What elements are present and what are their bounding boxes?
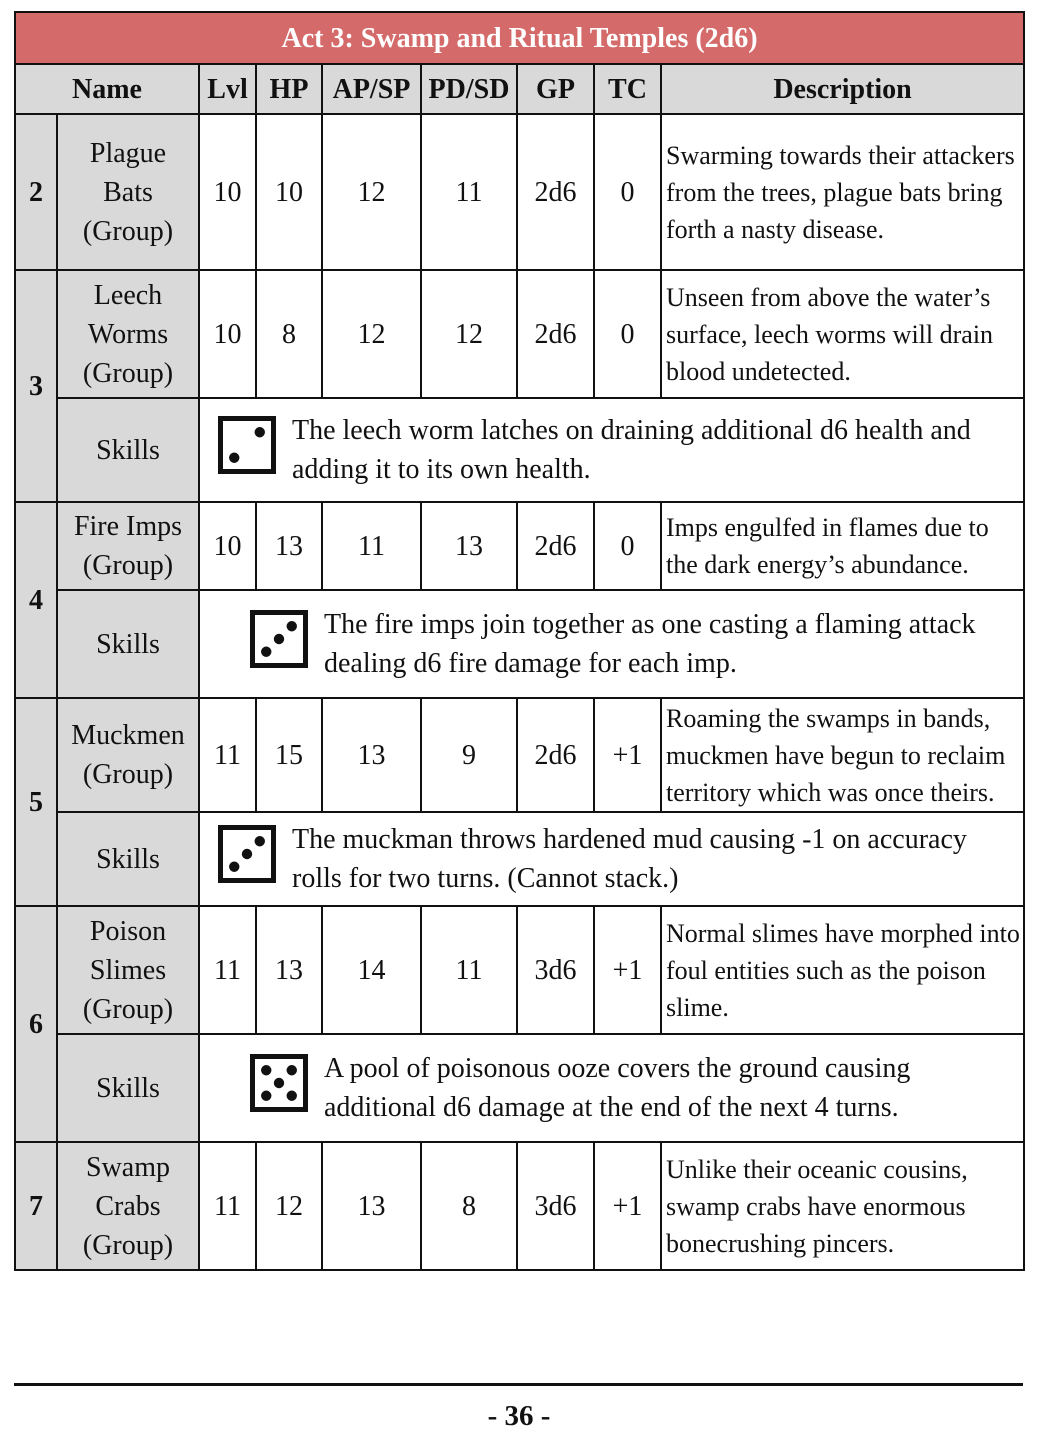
monster-row (15, 1142, 1024, 1270)
monster-description: Roaming the swamps in bands, muckmen have begun to reclaim territory which was once theirs. (661, 698, 1024, 812)
monster-row (15, 698, 1024, 812)
monster-name-line: Worms (87, 318, 169, 350)
stat-apsp: 13 (322, 698, 421, 812)
skills-label: Skills (57, 590, 199, 698)
monster-name-line: Fire Imps (73, 511, 183, 542)
monster-name-line: (Group) (82, 215, 174, 247)
monster-name (57, 502, 199, 590)
skill-text: A pool of poisonous ooze covers the ground causing additional d6 damage at the end of the next 4 turns. (324, 1053, 911, 1123)
monster-description: Unlike their oceanic cousins, swamp crabs have enormous bonecrushing pincers. (661, 1142, 1024, 1270)
stat-gp: 2d6 (517, 502, 594, 590)
die-face-5-icon (250, 1054, 308, 1123)
header-apsp: AP/SP (322, 64, 421, 114)
monster-description: Unseen from above the water’s surface, leech worms will drain blood undetected. (661, 270, 1024, 398)
monster-name-line: Plague (89, 137, 167, 169)
monster-name-line: Crabs (95, 1190, 161, 1222)
skill-row (15, 1034, 1024, 1142)
monster-name-line: (Group) (82, 550, 174, 581)
stat-pdsd: 13 (421, 502, 517, 590)
skills-label: Skills (57, 1034, 199, 1142)
monster-row (15, 270, 1024, 398)
monster-name (57, 114, 199, 270)
stat-lvl: 10 (199, 502, 256, 590)
die-face-2-icon (218, 416, 276, 485)
header-row (15, 64, 1024, 114)
skill-text: The muckman throws hardened mud causing -1 on accuracy rolls for two turns. (Cannot stack.) (292, 824, 967, 894)
monster-description: Swarming towards their attackers from the trees, plague bats bring forth a nasty disease. (661, 114, 1024, 270)
monster-name-line: (Group) (82, 993, 174, 1025)
monster-description: Imps engulfed in flames due to the dark energy’s abundance. (661, 502, 1024, 590)
stat-hp: 13 (256, 502, 322, 590)
skills-label: Skills (57, 812, 199, 906)
monster-name-line: Leech (93, 279, 163, 311)
footer-rule (14, 1383, 1023, 1386)
stat-pdsd: 8 (421, 1142, 517, 1270)
monster-name (57, 270, 199, 398)
stat-apsp: 14 (322, 906, 421, 1034)
stat-pdsd: 9 (421, 698, 517, 812)
stat-lvl: 11 (199, 698, 256, 812)
skill-row (15, 590, 1024, 698)
stat-gp: 3d6 (517, 906, 594, 1034)
skill-description-cell (199, 590, 1024, 698)
stat-lvl: 11 (199, 906, 256, 1034)
monster-name (57, 1142, 199, 1270)
skill-row (15, 812, 1024, 906)
roll-number: 2 (15, 114, 57, 270)
header-name: Name (15, 64, 199, 114)
stat-tc: 0 (594, 270, 661, 398)
header-description: Description (661, 64, 1024, 114)
roll-number: 5 (15, 698, 57, 906)
stat-gp: 2d6 (517, 270, 594, 398)
monster-name-line: Muckmen (71, 720, 185, 751)
header-lvl: Lvl (199, 64, 256, 114)
monster-name-line: Bats (103, 176, 153, 208)
roll-number: 6 (15, 906, 57, 1142)
stat-gp: 3d6 (517, 1142, 594, 1270)
die-face-3-icon (250, 610, 308, 679)
roll-number: 3 (15, 270, 57, 502)
monster-name-line: (Group) (82, 1229, 174, 1261)
monster-name (57, 906, 199, 1034)
stat-apsp: 13 (322, 1142, 421, 1270)
stat-pdsd: 11 (421, 906, 517, 1034)
monster-name (57, 698, 199, 812)
monster-row (15, 906, 1024, 1034)
stat-tc: +1 (594, 1142, 661, 1270)
skill-description-cell (199, 398, 1024, 502)
die-face-3-icon (218, 825, 276, 894)
stat-tc: +1 (594, 698, 661, 812)
monster-description: Normal slimes have morphed into foul entities such as the poison slime. (661, 906, 1024, 1034)
encounter-table (14, 11, 1025, 1271)
skill-description-cell (199, 1034, 1024, 1142)
skill-row (15, 398, 1024, 502)
header-gp: GP (517, 64, 594, 114)
stat-hp: 10 (256, 114, 322, 270)
stat-lvl: 10 (199, 270, 256, 398)
stat-apsp: 12 (322, 270, 421, 398)
monster-name-line: Swamp (86, 1151, 170, 1183)
header-pdsd: PD/SD (421, 64, 517, 114)
monster-row (15, 114, 1024, 270)
monster-row (15, 502, 1024, 590)
stat-tc: 0 (594, 114, 661, 270)
table-title: Act 3: Swamp and Ritual Temples (2d6) (15, 12, 1024, 64)
stat-hp: 8 (256, 270, 322, 398)
page-number: - 36 - (487, 1400, 551, 1432)
stat-lvl: 11 (199, 1142, 256, 1270)
skills-label: Skills (57, 398, 199, 502)
stat-pdsd: 11 (421, 114, 517, 270)
stat-gp: 2d6 (517, 698, 594, 812)
roll-number: 7 (15, 1142, 57, 1270)
header-hp: HP (256, 64, 322, 114)
monster-name-line: (Group) (82, 759, 174, 790)
stat-lvl: 10 (199, 114, 256, 270)
monster-name-line: Slimes (89, 954, 167, 986)
header-tc: TC (594, 64, 661, 114)
stat-tc: +1 (594, 906, 661, 1034)
stat-pdsd: 12 (421, 270, 517, 398)
stat-hp: 13 (256, 906, 322, 1034)
monster-name-line: (Group) (82, 357, 174, 389)
stat-hp: 15 (256, 698, 322, 812)
stat-gp: 2d6 (517, 114, 594, 270)
roll-number: 4 (15, 502, 57, 698)
skill-description-cell (199, 812, 1024, 906)
stat-tc: 0 (594, 502, 661, 590)
skill-text: The leech worm latches on draining additional d6 health and adding it to its own health. (292, 415, 971, 485)
stat-apsp: 12 (322, 114, 421, 270)
stat-apsp: 11 (322, 502, 421, 590)
skill-text: The fire imps join together as one casting a flaming attack dealing d6 fire damage for each imp. (324, 609, 976, 679)
stat-hp: 12 (256, 1142, 322, 1270)
monster-name-line: Poison (89, 915, 167, 947)
